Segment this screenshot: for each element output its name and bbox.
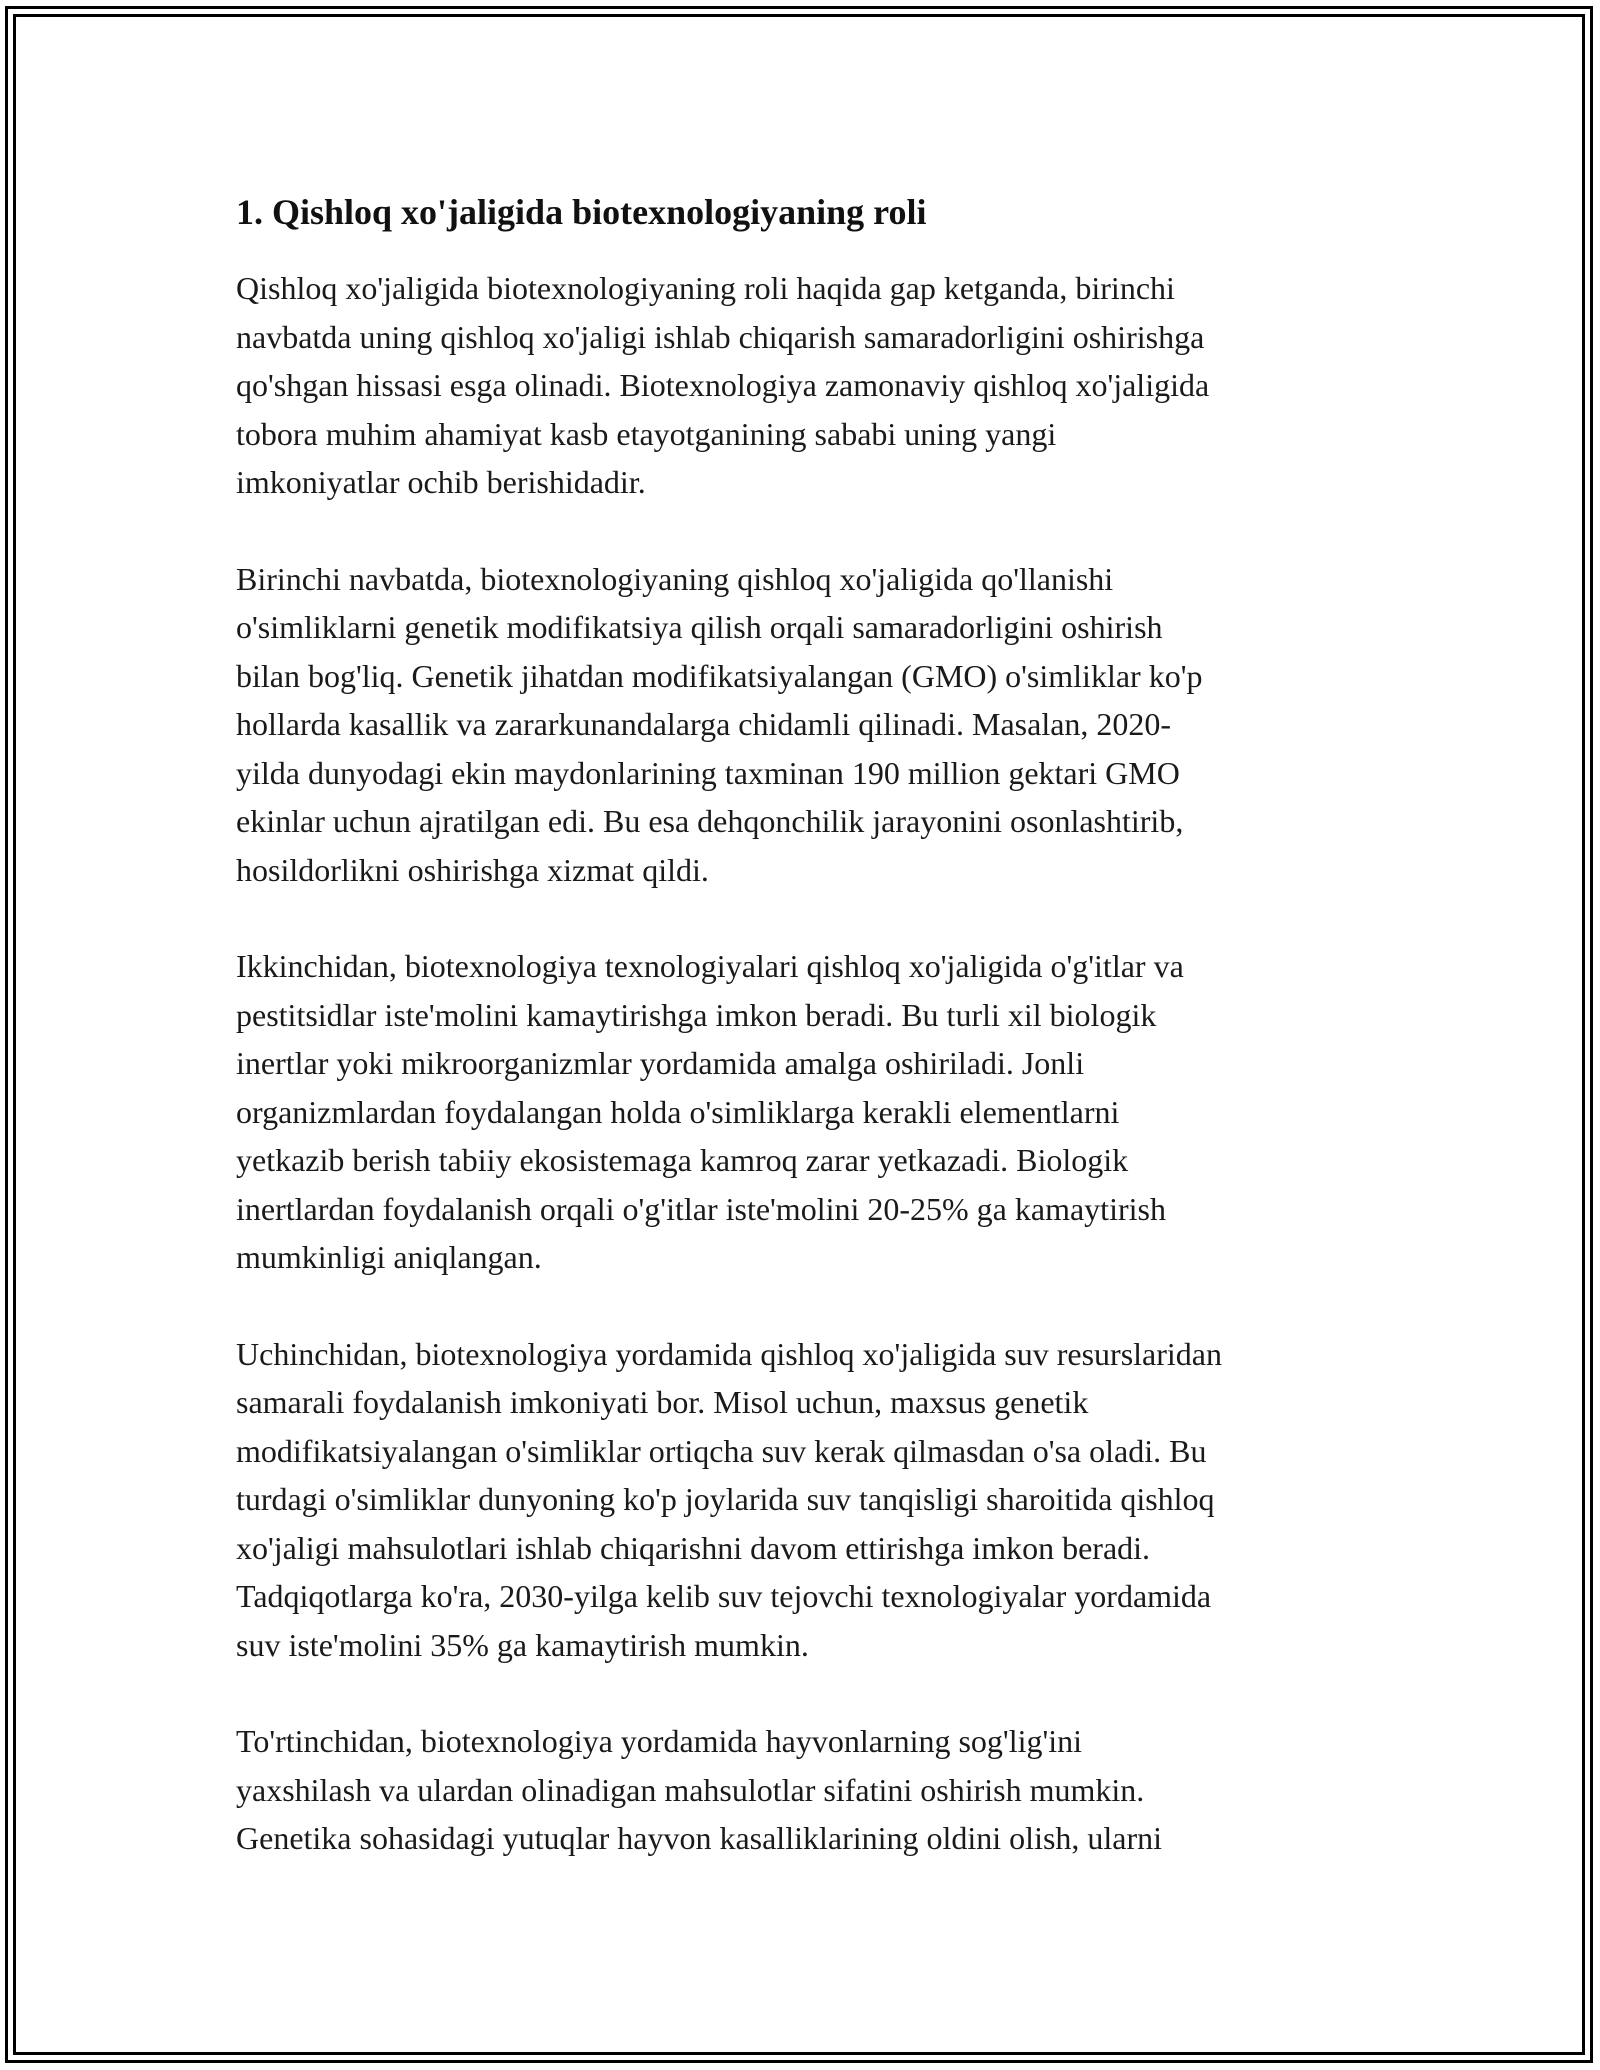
- paragraph: [236, 942, 1386, 1282]
- paragraph-line: inertlar yoki mikroorganizmlar yordamida amalga oshiriladi. Jonli: [236, 1045, 1085, 1081]
- paragraph-line: yaxshilash va ulardan olinadigan mahsulotlar sifatini oshirish mumkin.: [236, 1771, 1145, 1808]
- paragraph-line: hollarda kasallik va zararkunandalarga chidamli qilinadi. Masalan, 2020-: [236, 706, 1172, 742]
- paragraph-line: hosildorlikni oshirishga xizmat qildi.: [236, 851, 709, 888]
- paragraph: [236, 1330, 1386, 1670]
- paragraph-line: organizmlardan foydalangan holda o'simliklarga kerakli elementlarni: [236, 1093, 1120, 1130]
- paragraph-line: inertlardan foydalanish orqali o'g'itlar iste'molini 20-25% ga kamaytirish: [236, 1190, 1166, 1227]
- paragraph-line: suv iste'molini 35% ga kamaytirish mumkin.: [236, 1626, 809, 1663]
- document-body: [236, 188, 1386, 1911]
- paragraph-list: [236, 264, 1386, 1863]
- paragraph-line: tobora muhim ahamiyat kasb etayotganining sababi uning yangi: [236, 415, 1057, 452]
- paragraph-line: xo'jaligi mahsulotlari ishlab chiqarishni davom ettirishga imkon beradi.: [236, 1529, 1151, 1566]
- paragraph-line: Ikkinchidan, biotexnologiya texnologiyalari qishloq xo'jaligida o'g'itlar va: [236, 948, 1184, 984]
- paragraph-line: To'rtinchidan, biotexnologiya yordamida hayvonlarning sog'lig'ini: [236, 1723, 1083, 1759]
- paragraph-line: mumkinligi aniqlangan.: [236, 1239, 542, 1275]
- paragraph-line: yilda dunyodagi ekin maydonlarining taxminan 190 million gektari GMO: [236, 754, 1180, 791]
- paragraph-line: Uchinchidan, biotexnologiya yordamida qishloq xo'jaligida suv resurslaridan: [236, 1335, 1222, 1372]
- paragraph-line: Birinchi navbatda, biotexnologiyaning qishloq xo'jaligida qo'llanishi: [236, 560, 1114, 597]
- paragraph-line: navbatda uning qishloq xo'jaligi ishlab chiqarish samaradorligini oshirishga: [236, 318, 1205, 355]
- paragraph-line: pestitsidlar iste'molini kamaytirishga imkon beradi. Bu turli xil biologik: [236, 996, 1157, 1033]
- paragraph-line: samarali foydalanish imkoniyati bor. Misol uchun, maxsus genetik: [236, 1384, 1089, 1420]
- paragraph: [236, 555, 1386, 895]
- paragraph-line: Genetika sohasidagi yutuqlar hayvon kasalliklarining oldini olish, ularni: [236, 1820, 1163, 1856]
- paragraph-line: imkoniyatlar ochib berishidadir.: [236, 464, 646, 500]
- paragraph-line: Qishloq xo'jaligida biotexnologiyaning roli haqida gap ketganda, birinchi: [236, 270, 1175, 306]
- paragraph-line: turdagi o'simliklar dunyoning ko'p joylarida suv tanqisligi sharoitida qishloq: [236, 1481, 1215, 1517]
- paragraph-line: bilan bog'liq. Genetik jihatdan modifikatsiyalangan (GMO) o'simliklar ko'p: [236, 657, 1203, 694]
- paragraph-line: modifikatsiyalangan o'simliklar ortiqcha suv kerak qilmasdan o'sa oladi. Bu: [236, 1432, 1207, 1469]
- paragraph: [236, 1717, 1386, 1863]
- paragraph-line: ekinlar uchun ajratilgan edi. Bu esa dehqonchilik jarayonini osonlashtirib,: [236, 803, 1184, 839]
- paragraph-line: o'simliklarni genetik modifikatsiya qilish orqali samaradorligini oshirish: [236, 609, 1163, 645]
- paragraph-line: Tadqiqotlarga ko'ra, 2030-yilga kelib suv tejovchi texnologiyalar yordamida: [236, 1578, 1212, 1614]
- page-title: 1. Qishloq xo'jaligida biotexnologiyaning roli: [236, 192, 927, 232]
- paragraph: [236, 264, 1386, 507]
- paragraph-line: yetkazib berish tabiiy ekosistemaga kamroq zarar yetkazadi. Biologik: [236, 1142, 1129, 1178]
- paragraph-line: qo'shgan hissasi esga olinadi. Biotexnologiya zamonaviy qishloq xo'jaligida: [236, 367, 1210, 403]
